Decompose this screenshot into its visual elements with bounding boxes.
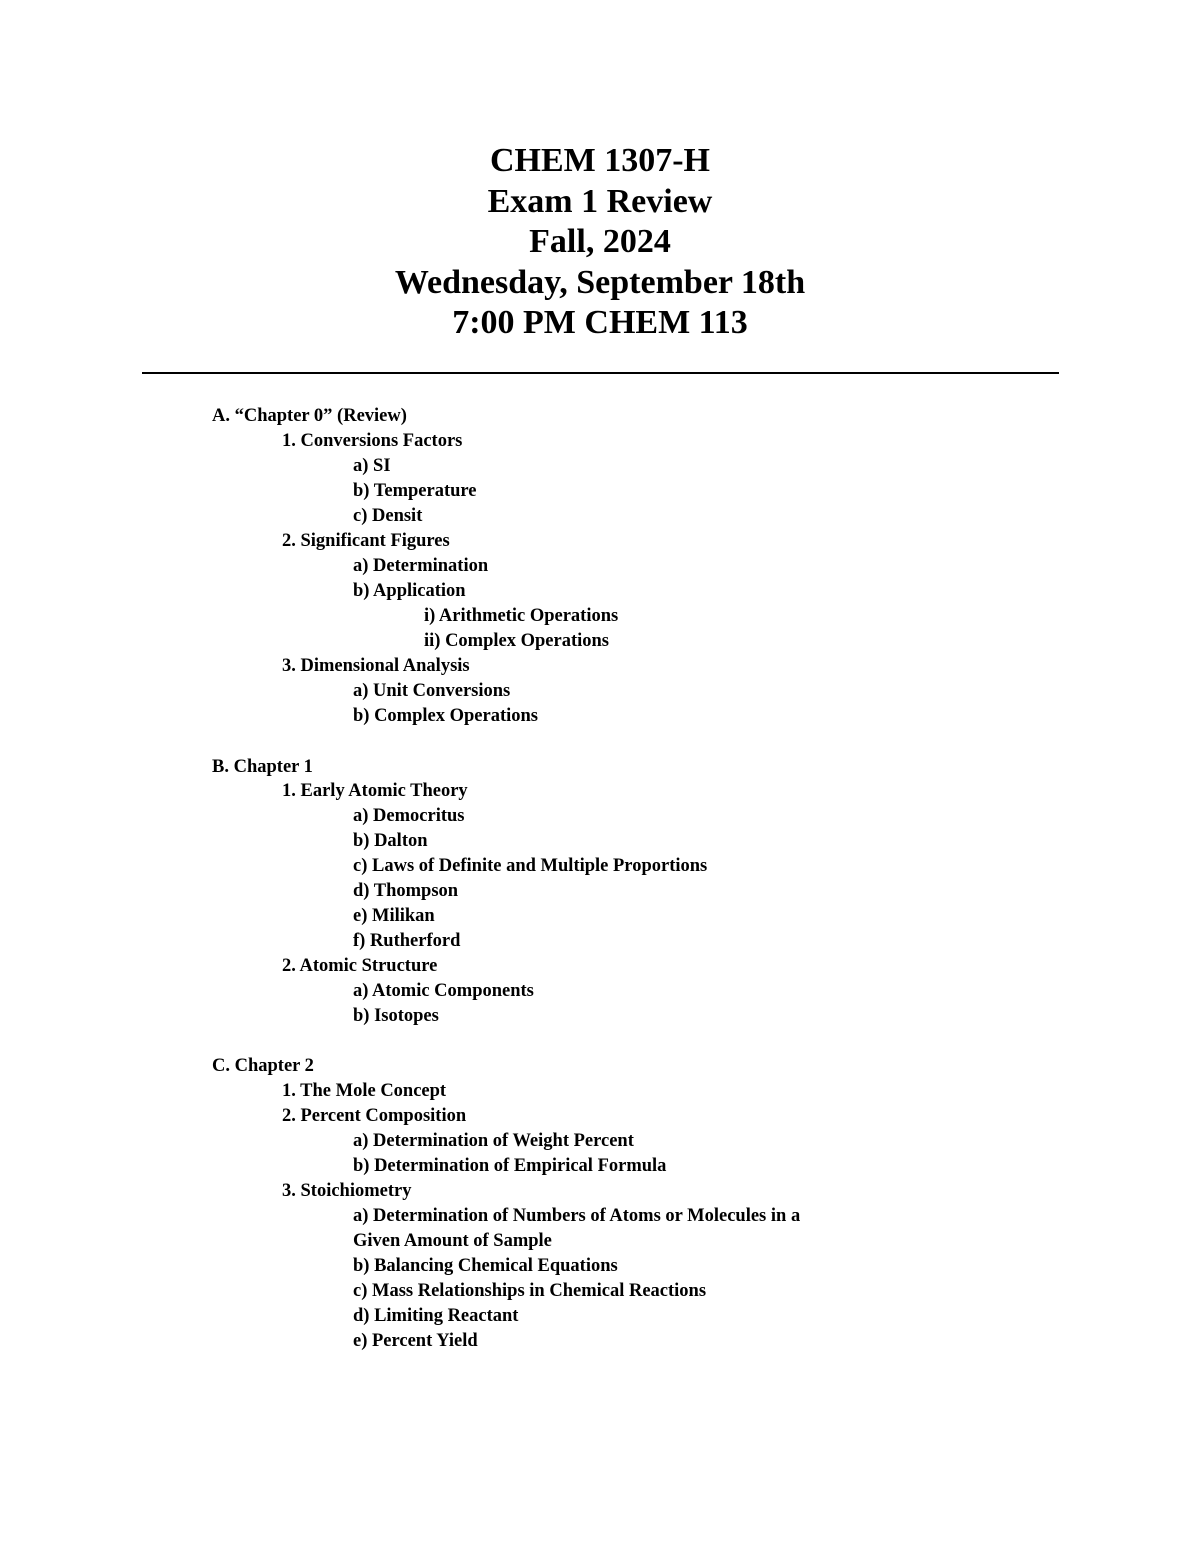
outline-subitem: f) Rutherford — [353, 931, 461, 951]
outline-subitem: c) Laws of Definite and Multiple Proportions — [353, 856, 708, 876]
outline-subitem: b) Application — [353, 581, 466, 601]
outline-item: 3. Dimensional Analysis — [282, 656, 470, 676]
outline-subitem: b) Balancing Chemical Equations — [353, 1256, 618, 1276]
outline-subitem: d) Thompson — [353, 881, 459, 901]
outline-item: 1. Conversions Factors — [282, 431, 463, 451]
outline-subitem: a) Unit Conversions — [353, 681, 511, 701]
outline-subitem: b) Dalton — [353, 831, 428, 851]
outline-subitem: e) Percent Yield — [353, 1331, 478, 1351]
outline-subitem: b) Isotopes — [353, 1006, 439, 1026]
outline-item: 3. Stoichiometry — [282, 1181, 412, 1201]
outline-subsubitem: ii) Complex Operations — [424, 631, 609, 651]
outline-item: 2. Significant Figures — [282, 531, 450, 551]
outline-subsubitem: i) Arithmetic Operations — [424, 606, 619, 626]
outline-subitem-continuation: Given Amount of Sample — [353, 1231, 552, 1251]
outline-subitem: c) Mass Relationships in Chemical Reactions — [353, 1281, 707, 1301]
section-heading: C. Chapter 2 — [212, 1056, 314, 1076]
outline-subitem: a) Determination — [353, 556, 489, 576]
document-header — [0, 141, 1200, 344]
exam-date: Wednesday, September 18th — [394, 263, 806, 301]
outline-subitem: a) Determination of Weight Percent — [353, 1131, 634, 1151]
outline-subitem: e) Milikan — [353, 906, 435, 926]
outline-subitem: b) Complex Operations — [353, 706, 538, 726]
outline-subitem: d) Limiting Reactant — [353, 1306, 519, 1326]
outline-subitem: b) Temperature — [353, 481, 477, 501]
outline-subitem: a) SI — [353, 456, 391, 476]
outline-item: 2. Percent Composition — [282, 1106, 467, 1126]
outline-subitem: a) Determination of Numbers of Atoms or Molecules in a — [353, 1206, 801, 1226]
outline-subitem: a) Democritus — [353, 806, 465, 826]
exam-time-location: 7:00 PM CHEM 113 — [452, 304, 748, 341]
section-heading: A. “Chapter 0” (Review) — [212, 406, 407, 426]
document-title: Exam 1 Review — [487, 182, 713, 220]
outline-item: 1. The Mole Concept — [282, 1081, 447, 1101]
outline-subitem: a) Atomic Components — [353, 981, 534, 1001]
section-heading: B. Chapter 1 — [212, 757, 313, 777]
outline-subitem: b) Determination of Empirical Formula — [353, 1156, 667, 1176]
course-code: CHEM 1307-H — [489, 142, 711, 179]
header-divider — [142, 372, 1059, 374]
outline-item: 2. Atomic Structure — [282, 956, 438, 976]
term: Fall, 2024 — [529, 223, 671, 260]
outline-subitem: c) Densit — [353, 506, 423, 526]
outline-item: 1. Early Atomic Theory — [282, 781, 468, 801]
